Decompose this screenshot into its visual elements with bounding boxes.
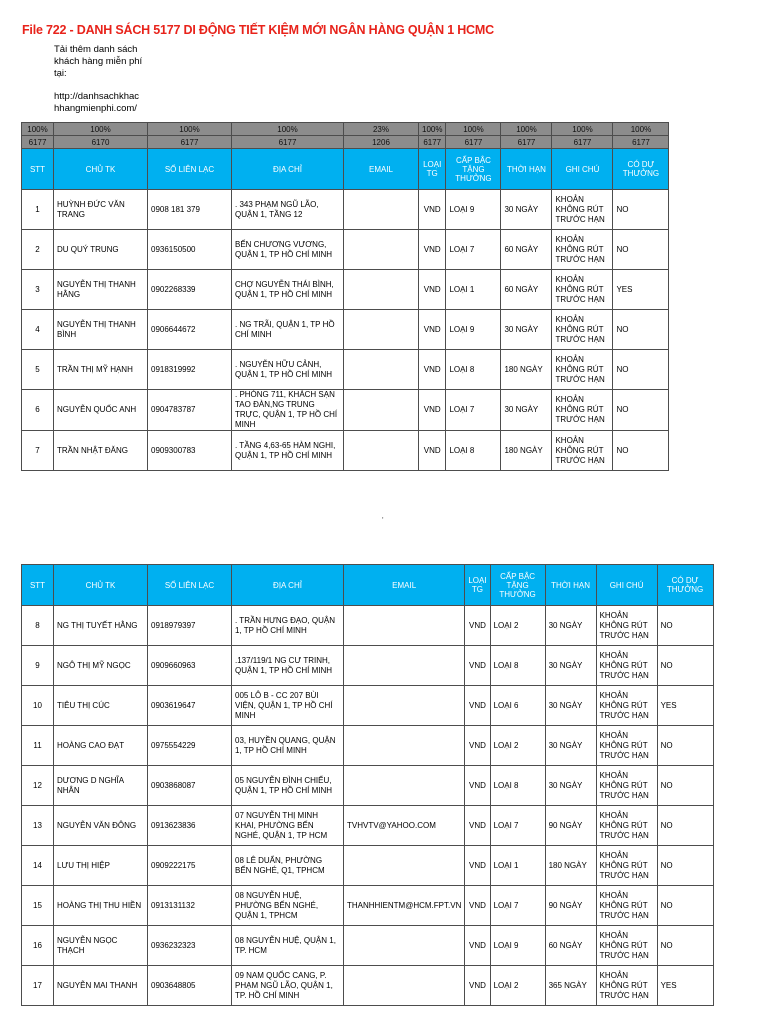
header-reward-level: CẤP BẬC TẶNG THƯỞNG bbox=[490, 565, 545, 606]
currency-cell: VND bbox=[465, 846, 490, 886]
prize-eligible-cell: NO bbox=[657, 646, 713, 686]
account-holder-cell: TRẦN NHẬT ĐĂNG bbox=[54, 431, 148, 471]
prize-eligible-cell: YES bbox=[657, 966, 713, 1006]
table-row bbox=[22, 390, 669, 431]
table-row bbox=[22, 230, 669, 270]
reward-level-cell: LOẠI 7 bbox=[446, 390, 501, 431]
download-url-line[interactable]: hhangmienphi.com/ bbox=[54, 103, 137, 114]
stt-cell: 3 bbox=[22, 270, 54, 310]
reward-level-cell: LOẠI 8 bbox=[490, 646, 545, 686]
email-cell bbox=[344, 390, 419, 431]
email-cell bbox=[344, 846, 465, 886]
header-stt: STT bbox=[22, 565, 54, 606]
header-phone: SỐ LIÊN LẠC bbox=[148, 149, 232, 190]
email-cell bbox=[344, 606, 465, 646]
note-cell: KHOẢN KHÔNG RÚT TRƯỚC HẠN bbox=[596, 646, 657, 686]
currency-cell: VND bbox=[419, 230, 446, 270]
fill-count-cell: 6177 bbox=[148, 136, 232, 149]
fill-percent-cell: 100% bbox=[232, 123, 344, 136]
email-cell: TVHVTV@YAHOO.COM bbox=[344, 806, 465, 846]
address-cell: 03, HUYỀN QUANG, QUẬN 1, TP HỒ CHÍ MINH bbox=[232, 726, 344, 766]
account-holder-cell: NGUYỄN VĂN ĐÔNG bbox=[54, 806, 148, 846]
phone-cell: 0904783787 bbox=[148, 390, 232, 431]
fill-percent-cell: 23% bbox=[344, 123, 419, 136]
currency-cell: VND bbox=[465, 686, 490, 726]
term-cell: 30 NGÀY bbox=[545, 606, 596, 646]
address-cell: 05 NGUYỄN ĐÌNH CHIỂU, QUẬN 1, TP HỒ CHÍ MINH bbox=[232, 766, 344, 806]
phone-cell: 0936232323 bbox=[148, 926, 232, 966]
address-cell: 07 NGUYỄN THỊ MINH KHAI, PHƯỜNG BẾN NGHÉ, QUẬN 1, TP HCM bbox=[232, 806, 344, 846]
stt-cell: 13 bbox=[22, 806, 54, 846]
fill-percent-cell: 100% bbox=[552, 123, 613, 136]
reward-level-cell: LOẠI 2 bbox=[490, 966, 545, 1006]
phone-cell: 0909300783 bbox=[148, 431, 232, 471]
term-cell: 30 NGÀY bbox=[501, 390, 552, 431]
account-holder-cell: TRẦN THỊ MỸ HẠNH bbox=[54, 350, 148, 390]
term-cell: 30 NGÀY bbox=[501, 190, 552, 230]
note-cell: KHOẢN KHÔNG RÚT TRƯỚC HẠN bbox=[596, 846, 657, 886]
fill-count-cell: 6177 bbox=[419, 136, 446, 149]
email-cell bbox=[344, 646, 465, 686]
term-cell: 30 NGÀY bbox=[545, 646, 596, 686]
table-row bbox=[22, 806, 714, 846]
address-cell: . 343 PHẠM NGŨ LÃO, QUẬN 1, TẦNG 12 bbox=[232, 190, 344, 230]
phone-cell: 0906644672 bbox=[148, 310, 232, 350]
note-cell: KHOẢN KHÔNG RÚT TRƯỚC HẠN bbox=[596, 806, 657, 846]
fill-count-cell: 6177 bbox=[22, 136, 54, 149]
term-cell: 30 NGÀY bbox=[501, 310, 552, 350]
note-cell: KHOẢN KHÔNG RÚT TRƯỚC HẠN bbox=[596, 886, 657, 926]
account-holder-cell: HOÀNG CAO ĐẠT bbox=[54, 726, 148, 766]
note-cell: KHOẢN KHÔNG RÚT TRƯỚC HẠN bbox=[596, 726, 657, 766]
phone-cell: 0936150500 bbox=[148, 230, 232, 270]
note-cell: KHOẢN KHÔNG RÚT TRƯỚC HẠN bbox=[552, 390, 613, 431]
download-note-line: khách hàng miễn phí bbox=[54, 56, 143, 67]
address-cell: CHỢ NGUYỄN THÁI BÌNH, QUẬN 1, TP HỒ CHÍ MINH bbox=[232, 270, 344, 310]
reward-level-cell: LOẠI 2 bbox=[490, 606, 545, 646]
account-holder-cell: NGUYỄN THỊ THANH HẰNG bbox=[54, 270, 148, 310]
address-cell: 005 LÔ B - CC 207 BÙI VIỆN, QUẬN 1, TP HỒ CHÍ MINH bbox=[232, 686, 344, 726]
currency-cell: VND bbox=[419, 350, 446, 390]
fill-count-cell: 6177 bbox=[232, 136, 344, 149]
header-prize-eligible: CÓ DỰ THƯỞNG bbox=[657, 565, 713, 606]
fill-count-cell: 6177 bbox=[446, 136, 501, 149]
currency-cell: VND bbox=[465, 806, 490, 846]
phone-cell: 0918319992 bbox=[148, 350, 232, 390]
fill-percent-cell: 100% bbox=[419, 123, 446, 136]
stt-cell: 9 bbox=[22, 646, 54, 686]
prize-eligible-cell: YES bbox=[657, 686, 713, 726]
currency-cell: VND bbox=[419, 390, 446, 431]
address-cell: BẾN CHƯƠNG VƯƠNG, QUẬN 1, TP HỒ CHÍ MINH bbox=[232, 230, 344, 270]
currency-cell: VND bbox=[419, 270, 446, 310]
address-cell: .137/119/1 NG CƯ TRINH, QUẬN 1, TP HỒ CHÍ MINH bbox=[232, 646, 344, 686]
prize-eligible-cell: NO bbox=[657, 806, 713, 846]
header-prize-eligible: CÓ DỰ THƯỞNG bbox=[613, 149, 669, 190]
prize-eligible-cell: NO bbox=[657, 766, 713, 806]
address-cell: . TRẦN HƯNG ĐẠO, QUẬN 1, TP HỒ CHÍ MINH bbox=[232, 606, 344, 646]
prize-eligible-cell: NO bbox=[613, 390, 669, 431]
table-row bbox=[22, 926, 714, 966]
stt-cell: 14 bbox=[22, 846, 54, 886]
table-row bbox=[22, 726, 714, 766]
term-cell: 60 NGÀY bbox=[545, 926, 596, 966]
address-cell: 08 NGUYỄN HUỆ, QUẬN 1, TP. HCM bbox=[232, 926, 344, 966]
fill-percent-cell: 100% bbox=[54, 123, 148, 136]
term-cell: 90 NGÀY bbox=[545, 886, 596, 926]
phone-cell: 0903648805 bbox=[148, 966, 232, 1006]
phone-cell: 0909660963 bbox=[148, 646, 232, 686]
fill-count-row bbox=[22, 136, 669, 149]
reward-level-cell: LOẠI 9 bbox=[446, 310, 501, 350]
prize-eligible-cell: NO bbox=[657, 926, 713, 966]
download-url-line[interactable]: http://danhsachkhac bbox=[54, 91, 140, 102]
note-cell: KHOẢN KHÔNG RÚT TRƯỚC HẠN bbox=[596, 766, 657, 806]
email-cell bbox=[344, 350, 419, 390]
currency-cell: VND bbox=[465, 886, 490, 926]
stt-cell: 1 bbox=[22, 190, 54, 230]
note-cell: KHOẢN KHÔNG RÚT TRƯỚC HẠN bbox=[552, 310, 613, 350]
account-holder-cell: TIÊU THỊ CÚC bbox=[54, 686, 148, 726]
address-cell: 08 LÊ DUẨN, PHƯỜNG BẾN NGHÉ, Q1, TPHCM bbox=[232, 846, 344, 886]
account-holder-cell: NG THỊ TUYẾT HẰNG bbox=[54, 606, 148, 646]
stt-cell: 7 bbox=[22, 431, 54, 471]
account-holder-cell: NGÔ THỊ MỸ NGỌC bbox=[54, 646, 148, 686]
header-email: EMAIL bbox=[344, 565, 465, 606]
fill-count-cell: 6177 bbox=[613, 136, 669, 149]
table-row bbox=[22, 686, 714, 726]
reward-level-cell: LOẠI 1 bbox=[446, 270, 501, 310]
currency-cell: VND bbox=[465, 926, 490, 966]
account-holder-cell: NGUYỄN MAI THANH bbox=[54, 966, 148, 1006]
table-row bbox=[22, 350, 669, 390]
email-cell bbox=[344, 726, 465, 766]
stt-cell: 15 bbox=[22, 886, 54, 926]
term-cell: 60 NGÀY bbox=[501, 270, 552, 310]
reward-level-cell: LOẠI 9 bbox=[490, 926, 545, 966]
reward-level-cell: LOẠI 8 bbox=[446, 350, 501, 390]
prize-eligible-cell: NO bbox=[657, 606, 713, 646]
reward-level-cell: LOẠI 7 bbox=[446, 230, 501, 270]
table-row bbox=[22, 886, 714, 926]
account-holder-cell: HOÀNG THỊ THU HIỀN bbox=[54, 886, 148, 926]
document-title: File 722 - DANH SÁCH 5177 DI ĐỘNG TIẾT KIỆM MỚI NGÂN HÀNG QUẬN 1 HCMC bbox=[22, 23, 494, 37]
term-cell: 180 NGÀY bbox=[501, 350, 552, 390]
phone-cell: 0908 181 379 bbox=[148, 190, 232, 230]
phone-cell: 0918979397 bbox=[148, 606, 232, 646]
header-address: ĐỊA CHỈ bbox=[232, 565, 344, 606]
header-reward-level: CẤP BẬC TẶNG THƯỞNG bbox=[446, 149, 501, 190]
email-cell bbox=[344, 966, 465, 1006]
note-cell: KHOẢN KHÔNG RÚT TRƯỚC HẠN bbox=[552, 431, 613, 471]
header-email: EMAIL bbox=[344, 149, 419, 190]
email-cell bbox=[344, 310, 419, 350]
reward-level-cell: LOẠI 7 bbox=[490, 806, 545, 846]
prize-eligible-cell: NO bbox=[657, 846, 713, 886]
fill-percent-cell: 100% bbox=[613, 123, 669, 136]
stt-cell: 12 bbox=[22, 766, 54, 806]
header-account-holder: CHỦ TK bbox=[54, 565, 148, 606]
reward-level-cell: LOẠI 1 bbox=[490, 846, 545, 886]
stt-cell: 5 bbox=[22, 350, 54, 390]
phone-cell: 0913623836 bbox=[148, 806, 232, 846]
term-cell: 60 NGÀY bbox=[501, 230, 552, 270]
reward-level-cell: LOẠI 6 bbox=[490, 686, 545, 726]
address-cell: 08 NGUYỄN HUỆ, PHƯỜNG BẾN NGHÉ, QUẬN 1, TPHCM bbox=[232, 886, 344, 926]
table-header-row bbox=[22, 149, 669, 190]
note-cell: KHOẢN KHÔNG RÚT TRƯỚC HẠN bbox=[552, 270, 613, 310]
currency-cell: VND bbox=[419, 190, 446, 230]
currency-cell: VND bbox=[419, 431, 446, 471]
header-note: GHI CHÚ bbox=[596, 565, 657, 606]
term-cell: 365 NGÀY bbox=[545, 966, 596, 1006]
account-holder-cell: DƯƠNG D NGHĨA NHÂN bbox=[54, 766, 148, 806]
table-row bbox=[22, 310, 669, 350]
phone-cell: 0913131132 bbox=[148, 886, 232, 926]
term-cell: 90 NGÀY bbox=[545, 806, 596, 846]
term-cell: 30 NGÀY bbox=[545, 686, 596, 726]
table-row bbox=[22, 846, 714, 886]
table-row bbox=[22, 270, 669, 310]
customer-table-top bbox=[21, 122, 669, 471]
prize-eligible-cell: NO bbox=[613, 350, 669, 390]
fill-percent-cell: 100% bbox=[148, 123, 232, 136]
account-holder-cell: HUỲNH ĐỨC VĂN TRANG bbox=[54, 190, 148, 230]
fill-percent-cell: 100% bbox=[446, 123, 501, 136]
account-holder-cell: NGUYỄN THỊ THANH BÌNH bbox=[54, 310, 148, 350]
stt-cell: 4 bbox=[22, 310, 54, 350]
stt-cell: 2 bbox=[22, 230, 54, 270]
currency-cell: VND bbox=[465, 606, 490, 646]
download-note-line: Tải thêm danh sách bbox=[54, 44, 138, 55]
phone-cell: 0903868087 bbox=[148, 766, 232, 806]
stt-cell: 6 bbox=[22, 390, 54, 431]
header-term: THỜI HẠN bbox=[545, 565, 596, 606]
prize-eligible-cell: NO bbox=[613, 190, 669, 230]
phone-cell: 0903619647 bbox=[148, 686, 232, 726]
email-cell bbox=[344, 926, 465, 966]
header-address: ĐỊA CHỈ bbox=[232, 149, 344, 190]
table-row bbox=[22, 606, 714, 646]
stt-cell: 16 bbox=[22, 926, 54, 966]
phone-cell: 0909222175 bbox=[148, 846, 232, 886]
stray-mark: ' bbox=[382, 516, 384, 525]
address-cell: . NGUYỄN HỮU CẢNH, QUẬN 1, TP HỒ CHÍ MINH bbox=[232, 350, 344, 390]
table-row bbox=[22, 431, 669, 471]
prize-eligible-cell: NO bbox=[613, 431, 669, 471]
note-cell: KHOẢN KHÔNG RÚT TRƯỚC HẠN bbox=[596, 606, 657, 646]
email-cell: THANHHIENTM@HCM.FPT.VN bbox=[344, 886, 465, 926]
term-cell: 180 NGÀY bbox=[501, 431, 552, 471]
header-account-holder: CHỦ TK bbox=[54, 149, 148, 190]
header-currency: LOẠI TG bbox=[465, 565, 490, 606]
fill-count-cell: 6170 bbox=[54, 136, 148, 149]
email-cell bbox=[344, 766, 465, 806]
account-holder-cell: NGUYỄN NGỌC THẠCH bbox=[54, 926, 148, 966]
term-cell: 30 NGÀY bbox=[545, 726, 596, 766]
fill-count-cell: 6177 bbox=[501, 136, 552, 149]
header-currency: LOẠI TG bbox=[419, 149, 446, 190]
currency-cell: VND bbox=[419, 310, 446, 350]
header-term: THỜI HẠN bbox=[501, 149, 552, 190]
stt-cell: 17 bbox=[22, 966, 54, 1006]
reward-level-cell: LOẠI 2 bbox=[490, 726, 545, 766]
reward-level-cell: LOẠI 9 bbox=[446, 190, 501, 230]
account-holder-cell: DU QUÝ TRUNG bbox=[54, 230, 148, 270]
table-row bbox=[22, 646, 714, 686]
note-cell: KHOẢN KHÔNG RÚT TRƯỚC HẠN bbox=[596, 686, 657, 726]
account-holder-cell: LƯU THỊ HIỆP bbox=[54, 846, 148, 886]
note-cell: KHOẢN KHÔNG RÚT TRƯỚC HẠN bbox=[596, 966, 657, 1006]
address-cell: . TẦNG 4,63-65 HÀM NGHI, QUẬN 1, TP HỒ CHÍ MINH bbox=[232, 431, 344, 471]
email-cell bbox=[344, 270, 419, 310]
reward-level-cell: LOẠI 8 bbox=[490, 766, 545, 806]
prize-eligible-cell: YES bbox=[613, 270, 669, 310]
fill-percent-cell: 100% bbox=[501, 123, 552, 136]
account-holder-cell: NGUYỄN QUỐC ANH bbox=[54, 390, 148, 431]
download-note-line: tại: bbox=[54, 68, 67, 79]
currency-cell: VND bbox=[465, 646, 490, 686]
email-cell bbox=[344, 190, 419, 230]
note-cell: KHOẢN KHÔNG RÚT TRƯỚC HẠN bbox=[552, 230, 613, 270]
note-cell: KHOẢN KHÔNG RÚT TRƯỚC HẠN bbox=[552, 350, 613, 390]
reward-level-cell: LOẠI 7 bbox=[490, 886, 545, 926]
fill-count-cell: 1206 bbox=[344, 136, 419, 149]
prize-eligible-cell: NO bbox=[613, 310, 669, 350]
fill-percent-row bbox=[22, 123, 669, 136]
header-note: GHI CHÚ bbox=[552, 149, 613, 190]
customer-table-bottom bbox=[21, 564, 714, 1006]
prize-eligible-cell: NO bbox=[657, 726, 713, 766]
email-cell bbox=[344, 230, 419, 270]
currency-cell: VND bbox=[465, 966, 490, 1006]
stt-cell: 8 bbox=[22, 606, 54, 646]
note-cell: KHOẢN KHÔNG RÚT TRƯỚC HẠN bbox=[552, 190, 613, 230]
stt-cell: 10 bbox=[22, 686, 54, 726]
email-cell bbox=[344, 686, 465, 726]
header-stt: STT bbox=[22, 149, 54, 190]
prize-eligible-cell: NO bbox=[657, 886, 713, 926]
stt-cell: 11 bbox=[22, 726, 54, 766]
address-cell: . PHÒNG 711, KHÁCH SẠN TAO ĐÀN,NG TRUNG TRỰC, QUẬN 1, TP HỒ CHÍ MINH bbox=[232, 390, 344, 431]
phone-cell: 0975554229 bbox=[148, 726, 232, 766]
term-cell: 30 NGÀY bbox=[545, 766, 596, 806]
term-cell: 180 NGÀY bbox=[545, 846, 596, 886]
email-cell bbox=[344, 431, 419, 471]
table-header-row bbox=[22, 565, 714, 606]
phone-cell: 0902268339 bbox=[148, 270, 232, 310]
note-cell: KHOẢN KHÔNG RÚT TRƯỚC HẠN bbox=[596, 926, 657, 966]
table-row bbox=[22, 766, 714, 806]
header-phone: SỐ LIÊN LẠC bbox=[148, 565, 232, 606]
fill-count-cell: 6177 bbox=[552, 136, 613, 149]
prize-eligible-cell: NO bbox=[613, 230, 669, 270]
reward-level-cell: LOẠI 8 bbox=[446, 431, 501, 471]
table-row bbox=[22, 190, 669, 230]
table-row bbox=[22, 966, 714, 1006]
currency-cell: VND bbox=[465, 726, 490, 766]
fill-percent-cell: 100% bbox=[22, 123, 54, 136]
address-cell: 09 NAM QUỐC CANG, P. PHẠM NGŨ LÃO, QUẬN 1, TP. HỒ CHÍ MINH bbox=[232, 966, 344, 1006]
address-cell: . NG TRÃI, QUẬN 1, TP HỒ CHÍ MINH bbox=[232, 310, 344, 350]
currency-cell: VND bbox=[465, 766, 490, 806]
